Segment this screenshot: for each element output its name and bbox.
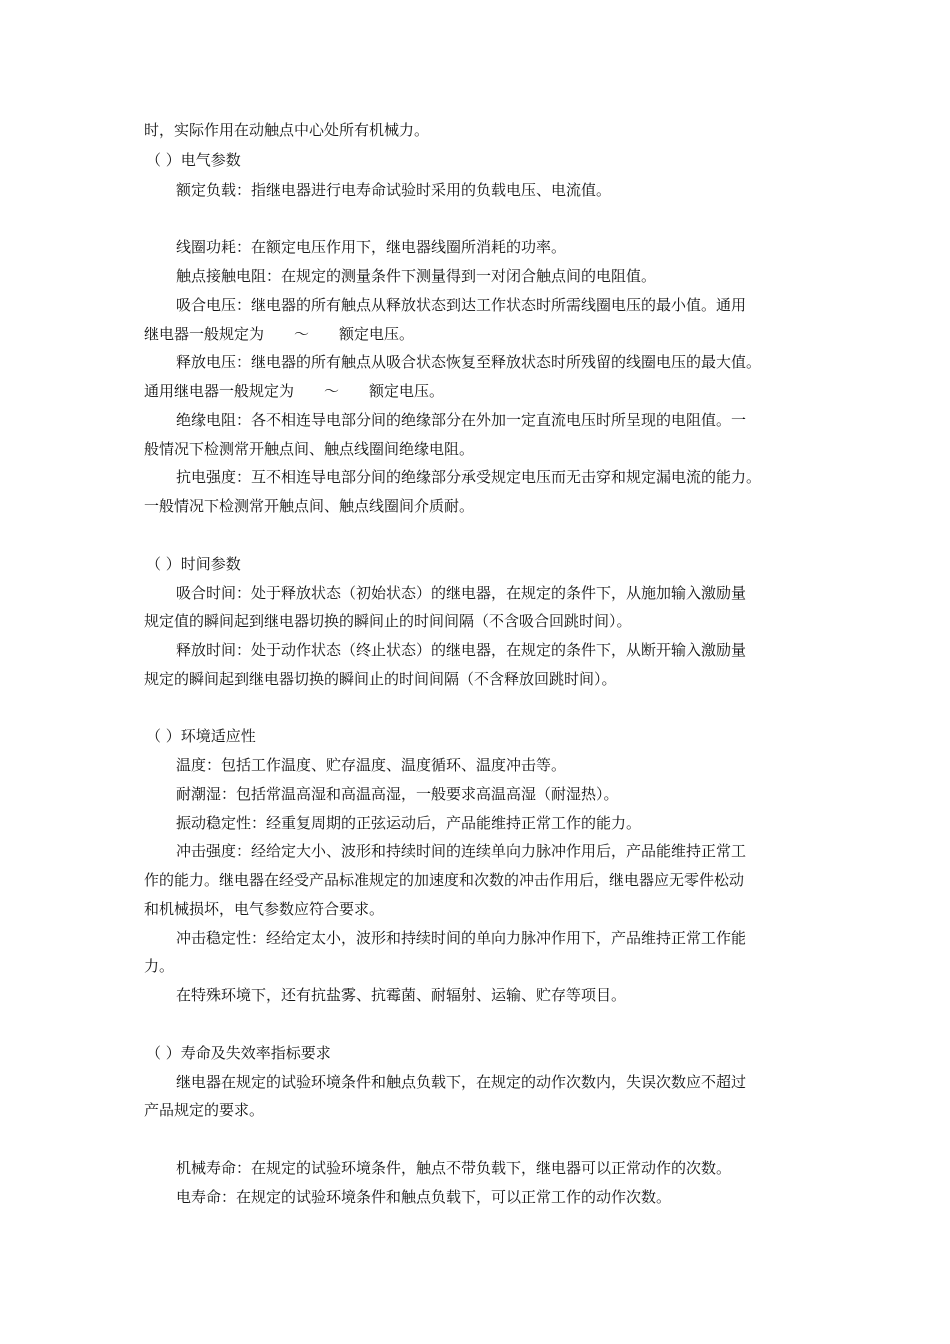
- paragraph-line: 吸合时间：处于释放状态（初始状态）的继电器，在规定的条件下，从施加输入激励量: [176, 584, 747, 602]
- text-line: 继电器一般规定为 ～ 额定电压。: [144, 325, 415, 343]
- text-line: 力。: [144, 957, 175, 975]
- paragraph-line: 额定负载：指继电器进行电寿命试验时采用的负载电压、电流值。: [176, 181, 612, 199]
- paragraph-line: 释放时间：处于动作状态（终止状态）的继电器，在规定的条件下，从断开输入激励量: [176, 641, 747, 659]
- paragraph-line: 在特殊环境下，还有抗盐雾、抗霉菌、耐辐射、运输、贮存等项目。: [176, 986, 627, 1004]
- paragraph-line: 耐潮湿：包括常温高湿和高温高湿，一般要求高温高湿（耐湿热）。: [176, 785, 619, 803]
- paragraph-line: 冲击强度：经给定大小、波形和持续时间的连续单向力脉冲作用后，产品能维持正常工: [176, 842, 747, 860]
- paragraph-line: 振动稳定性：经重复周期的正弦运动后，产品能维持正常工作的能力。: [176, 814, 642, 832]
- text-line: 般情况下检测常开触点间、触点线圈间绝缘电阻。: [144, 440, 475, 458]
- paragraph-line: 线圈功耗：在额定电压作用下，继电器线圈所消耗的功率。: [176, 238, 567, 256]
- paragraph-line: 机械寿命：在规定的试验环境条件，触点不带负载下，继电器可以正常动作的次数。: [176, 1159, 732, 1177]
- paragraph-line: 抗电强度：互不相连导电部分间的绝缘部分承受规定电压而无击穿和规定漏电流的能力。: [176, 468, 762, 486]
- text-line: 通用继电器一般规定为 ～ 额定电压。: [144, 382, 445, 400]
- text-line: 一般情况下检测常开触点间、触点线圈间介质耐。: [144, 497, 475, 515]
- paragraph-line: 继电器在规定的试验环境条件和触点负载下，在规定的动作次数内，失误次数应不超过: [176, 1073, 747, 1091]
- section-heading-electrical: （ ）电气参数: [146, 151, 241, 169]
- text-line: 时，实际作用在动触点中心处所有机械力。: [144, 121, 430, 139]
- paragraph-line: 释放电压：继电器的所有触点从吸合状态恢复至释放状态时所残留的线圈电压的最大值。: [176, 353, 762, 371]
- text-line: 规定的瞬间起到继电器切换的瞬间止的时间间隔（不含释放回跳时间）。: [144, 670, 617, 688]
- section-heading-environment: （ ）环境适应性: [146, 727, 256, 745]
- text-line: 作的能力。继电器在经受产品标准规定的加速度和次数的冲击作用后，继电器应无零件松动: [144, 871, 745, 889]
- paragraph-line: 电寿命：在规定的试验环境条件和触点负载下，可以正常工作的动作次数。: [176, 1188, 672, 1206]
- text-line: 产品规定的要求。: [144, 1101, 265, 1119]
- section-heading-time: （ ）时间参数: [146, 555, 241, 573]
- section-heading-lifetime: （ ）寿命及失效率指标要求: [146, 1044, 331, 1062]
- paragraph-line: 吸合电压：继电器的所有触点从释放状态到达工作状态时所需线圈电压的最小值。通用: [176, 296, 747, 314]
- paragraph-line: 温度：包括工作温度、贮存温度、温度循环、温度冲击等。: [176, 756, 567, 774]
- text-line: 和机械损坏，电气参数应符合要求。: [144, 900, 385, 918]
- text-line: 规定值的瞬间起到继电器切换的瞬间止的时间间隔（不含吸合回跳时间）。: [144, 612, 632, 630]
- paragraph-line: 触点接触电阻：在规定的测量条件下测量得到一对闭合触点间的电阻值。: [176, 267, 657, 285]
- paragraph-line: 冲击稳定性：经给定太小，波形和持续时间的单向力脉冲作用下，产品维持正常工作能: [176, 929, 747, 947]
- paragraph-line: 绝缘电阻：各不相连导电部分间的绝缘部分在外加一定直流电压时所呈现的电阻值。一: [176, 411, 747, 429]
